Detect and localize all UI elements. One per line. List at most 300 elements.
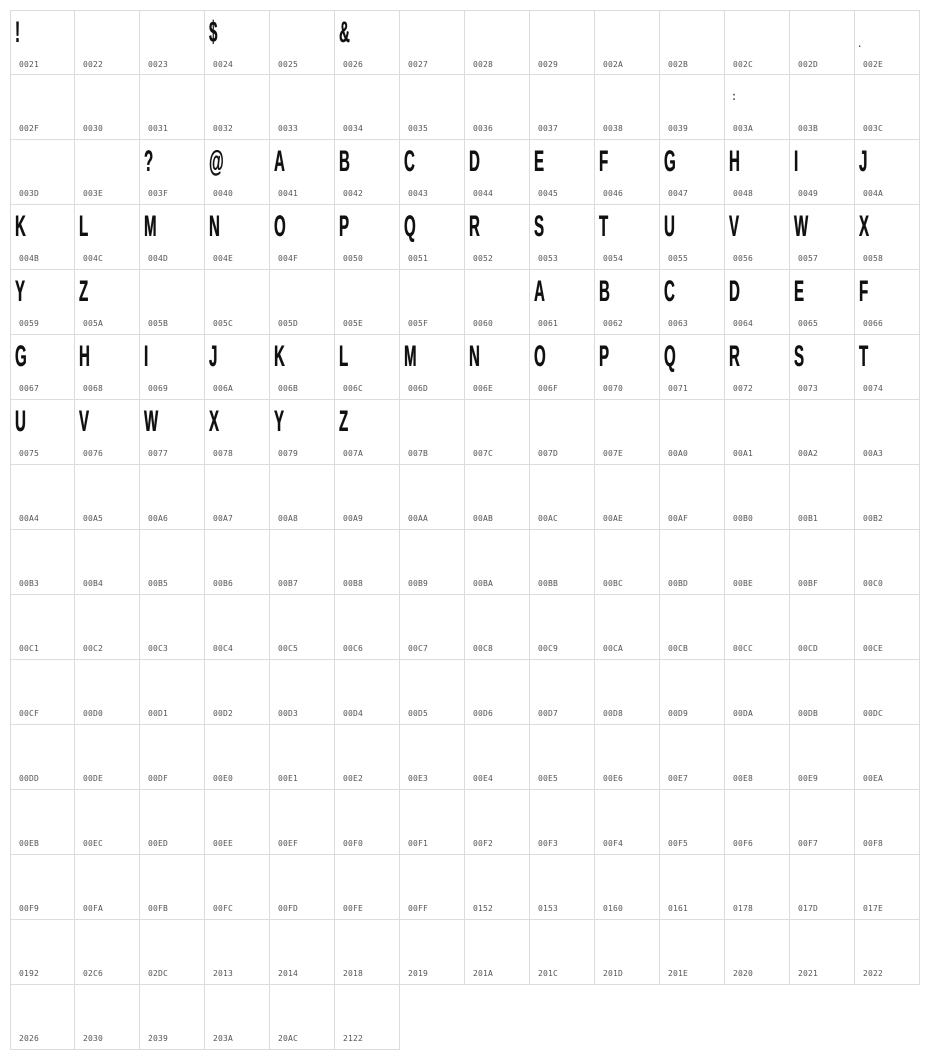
glyph-sample: H bbox=[79, 340, 90, 373]
glyph-code-label: 004F bbox=[278, 254, 299, 263]
glyph-code-label: 00D4 bbox=[343, 709, 364, 718]
glyph-cell bbox=[530, 920, 595, 985]
glyph-cell bbox=[10, 920, 75, 985]
glyph-sample: . bbox=[859, 39, 861, 50]
glyph-cell bbox=[205, 855, 270, 920]
glyph-code-label: 007D bbox=[538, 449, 559, 458]
glyph-cell bbox=[855, 790, 920, 855]
glyph-sample: L bbox=[339, 340, 349, 373]
glyph-code-label: 00AE bbox=[603, 514, 624, 523]
glyph-cell bbox=[790, 855, 855, 920]
glyph-cell bbox=[270, 985, 335, 1050]
glyph-sample: K bbox=[274, 340, 285, 373]
glyph-code-label: 006C bbox=[343, 384, 364, 393]
glyph-cell bbox=[400, 400, 465, 465]
glyph-cell bbox=[75, 725, 140, 790]
glyph-code-label: 201A bbox=[473, 969, 494, 978]
glyph-code-label: 00DD bbox=[19, 774, 40, 783]
glyph-cell bbox=[75, 530, 140, 595]
glyph-sample: P bbox=[599, 340, 610, 373]
glyph-cell bbox=[660, 335, 725, 400]
glyph-code-label: 00A1 bbox=[733, 449, 754, 458]
glyph-code-label: 00E6 bbox=[603, 774, 624, 783]
glyph-code-label: 0042 bbox=[343, 189, 364, 198]
glyph-code-label: 2018 bbox=[343, 969, 364, 978]
glyph-sample: X bbox=[859, 210, 870, 243]
glyph-cell bbox=[790, 400, 855, 465]
glyph-code-label: 00F5 bbox=[668, 839, 689, 848]
glyph-cell bbox=[855, 920, 920, 985]
glyph-cell bbox=[595, 790, 660, 855]
glyph-code-label: 004C bbox=[83, 254, 104, 263]
glyph-code-label: 005A bbox=[83, 319, 104, 328]
glyph-cell bbox=[595, 400, 660, 465]
glyph-code-label: 007A bbox=[343, 449, 364, 458]
glyph-code-label: 20AC bbox=[278, 1034, 299, 1043]
glyph-cell bbox=[465, 595, 530, 660]
glyph-cell bbox=[465, 465, 530, 530]
glyph-cell bbox=[790, 920, 855, 985]
glyph-cell bbox=[400, 270, 465, 335]
glyph-code-label: 0074 bbox=[863, 384, 884, 393]
glyph-cell bbox=[140, 270, 205, 335]
glyph-cell bbox=[790, 10, 855, 75]
glyph-code-label: 006A bbox=[213, 384, 234, 393]
glyph-cell bbox=[790, 725, 855, 790]
glyph-cell bbox=[790, 595, 855, 660]
glyph-cell bbox=[270, 335, 335, 400]
glyph-cell bbox=[75, 855, 140, 920]
glyph-code-label: 00BF bbox=[798, 579, 819, 588]
glyph-cell bbox=[660, 790, 725, 855]
glyph-cell bbox=[465, 335, 530, 400]
glyph-cell bbox=[595, 465, 660, 530]
glyph-cell bbox=[10, 465, 75, 530]
glyph-cell bbox=[270, 790, 335, 855]
glyph-cell bbox=[855, 595, 920, 660]
glyph-cell bbox=[270, 595, 335, 660]
glyph-code-label: 00CF bbox=[19, 709, 40, 718]
glyph-code-label: 0070 bbox=[603, 384, 624, 393]
glyph-sample: P bbox=[339, 210, 350, 243]
glyph-cell bbox=[335, 140, 400, 205]
glyph-cell bbox=[335, 985, 400, 1050]
glyph-code-label: 0068 bbox=[83, 384, 104, 393]
glyph-code-label: 0061 bbox=[538, 319, 559, 328]
glyph-code-label: 0059 bbox=[19, 319, 40, 328]
glyph-cell bbox=[75, 400, 140, 465]
glyph-code-label: 00F9 bbox=[19, 904, 40, 913]
glyph-cell bbox=[855, 10, 920, 75]
glyph-sample: X bbox=[209, 405, 220, 438]
glyph-cell bbox=[270, 725, 335, 790]
glyph-cell bbox=[725, 595, 790, 660]
glyph-cell bbox=[790, 530, 855, 595]
glyph-cell bbox=[465, 205, 530, 270]
glyph-cell bbox=[75, 335, 140, 400]
glyph-code-label: 00D1 bbox=[148, 709, 169, 718]
glyph-code-label: 2030 bbox=[83, 1034, 104, 1043]
glyph-sample: Q bbox=[404, 210, 416, 243]
glyph-sample: K bbox=[15, 210, 26, 243]
glyph-code-label: 007E bbox=[603, 449, 624, 458]
glyph-code-label: 00ED bbox=[148, 839, 169, 848]
glyph-sample: I bbox=[794, 145, 799, 178]
glyph-code-label: 00C3 bbox=[148, 644, 169, 653]
glyph-code-label: 0076 bbox=[83, 449, 104, 458]
glyph-cell bbox=[790, 205, 855, 270]
glyph-code-label: 007B bbox=[408, 449, 429, 458]
glyph-cell bbox=[140, 920, 205, 985]
glyph-cell bbox=[790, 75, 855, 140]
glyph-cell bbox=[660, 10, 725, 75]
glyph-code-label: 00FA bbox=[83, 904, 104, 913]
glyph-code-label: 0036 bbox=[473, 124, 494, 133]
glyph-code-label: 2014 bbox=[278, 969, 299, 978]
glyph-cell bbox=[140, 855, 205, 920]
glyph-sample: G bbox=[15, 340, 27, 373]
glyph-cell bbox=[140, 465, 205, 530]
glyph-code-label: 0075 bbox=[19, 449, 40, 458]
glyph-code-label: 00D8 bbox=[603, 709, 624, 718]
glyph-sample: Z bbox=[79, 275, 89, 308]
glyph-cell bbox=[270, 400, 335, 465]
glyph-cell bbox=[75, 920, 140, 985]
glyph-cell bbox=[660, 725, 725, 790]
glyph-code-label: 006B bbox=[278, 384, 299, 393]
glyph-cell bbox=[530, 205, 595, 270]
glyph-cell bbox=[270, 205, 335, 270]
glyph-code-label: 2020 bbox=[733, 969, 754, 978]
glyph-sample: U bbox=[15, 405, 26, 438]
glyph-cell bbox=[465, 660, 530, 725]
glyph-cell bbox=[140, 660, 205, 725]
glyph-code-label: 00E5 bbox=[538, 774, 559, 783]
glyph-code-label: 003A bbox=[733, 124, 754, 133]
glyph-sample: U bbox=[664, 210, 675, 243]
glyph-cell bbox=[205, 985, 270, 1050]
glyph-code-label: 0056 bbox=[733, 254, 754, 263]
glyph-sample: J bbox=[209, 340, 218, 373]
glyph-code-label: 0021 bbox=[19, 60, 40, 69]
glyph-code-label: 00DC bbox=[863, 709, 884, 718]
glyph-code-label: 00C0 bbox=[863, 579, 884, 588]
glyph-code-label: 0069 bbox=[148, 384, 169, 393]
glyph-cell bbox=[140, 725, 205, 790]
glyph-cell bbox=[140, 10, 205, 75]
glyph-cell bbox=[335, 595, 400, 660]
glyph-cell bbox=[75, 270, 140, 335]
glyph-code-label: 004E bbox=[213, 254, 234, 263]
glyph-cell bbox=[790, 335, 855, 400]
glyph-code-label: 00A9 bbox=[343, 514, 364, 523]
glyph-code-label: 004D bbox=[148, 254, 169, 263]
glyph-code-label: 002B bbox=[668, 60, 689, 69]
glyph-code-label: 0071 bbox=[668, 384, 689, 393]
glyph-cell bbox=[335, 205, 400, 270]
glyph-code-label: 0161 bbox=[668, 904, 689, 913]
glyph-code-label: 00F7 bbox=[798, 839, 819, 848]
glyph-cell bbox=[595, 725, 660, 790]
glyph-cell bbox=[725, 140, 790, 205]
glyph-map-grid bbox=[10, 10, 920, 1050]
glyph-code-label: 017D bbox=[798, 904, 819, 913]
glyph-code-label: 203A bbox=[213, 1034, 234, 1043]
glyph-sample: ! bbox=[15, 16, 20, 49]
glyph-code-label: 006D bbox=[408, 384, 429, 393]
glyph-code-label: 0037 bbox=[538, 124, 559, 133]
glyph-cell bbox=[400, 725, 465, 790]
glyph-sample: V bbox=[729, 210, 740, 243]
glyph-cell bbox=[725, 400, 790, 465]
glyph-code-label: 0057 bbox=[798, 254, 819, 263]
glyph-cell bbox=[530, 335, 595, 400]
glyph-cell bbox=[855, 75, 920, 140]
glyph-code-label: 0029 bbox=[538, 60, 559, 69]
glyph-cell bbox=[595, 595, 660, 660]
glyph-cell bbox=[400, 140, 465, 205]
glyph-cell bbox=[400, 790, 465, 855]
glyph-cell bbox=[790, 465, 855, 530]
glyph-code-label: 0072 bbox=[733, 384, 754, 393]
glyph-code-label: 002A bbox=[603, 60, 624, 69]
glyph-sample: R bbox=[469, 210, 480, 243]
glyph-code-label: 003D bbox=[19, 189, 40, 198]
glyph-cell bbox=[725, 465, 790, 530]
glyph-sample: E bbox=[534, 145, 545, 178]
glyph-cell bbox=[140, 75, 205, 140]
glyph-code-label: 00F4 bbox=[603, 839, 624, 848]
glyph-sample: F bbox=[859, 275, 869, 308]
glyph-code-label: 00FF bbox=[408, 904, 429, 913]
glyph-code-label: 00FE bbox=[343, 904, 364, 913]
glyph-code-label: 0152 bbox=[473, 904, 494, 913]
glyph-cell bbox=[335, 660, 400, 725]
glyph-sample: V bbox=[79, 405, 90, 438]
glyph-code-label: 005B bbox=[148, 319, 169, 328]
glyph-code-label: 0047 bbox=[668, 189, 689, 198]
glyph-code-label: 0030 bbox=[83, 124, 104, 133]
glyph-cell bbox=[335, 790, 400, 855]
glyph-sample: M bbox=[144, 210, 157, 243]
glyph-cell bbox=[270, 530, 335, 595]
glyph-code-label: 00DA bbox=[733, 709, 754, 718]
glyph-cell bbox=[400, 10, 465, 75]
glyph-code-label: 0178 bbox=[733, 904, 754, 913]
glyph-cell bbox=[790, 790, 855, 855]
glyph-cell bbox=[140, 335, 205, 400]
glyph-code-label: 00CD bbox=[798, 644, 819, 653]
glyph-code-label: 0022 bbox=[83, 60, 104, 69]
glyph-cell bbox=[205, 790, 270, 855]
glyph-cell bbox=[400, 530, 465, 595]
glyph-cell bbox=[270, 465, 335, 530]
glyph-cell bbox=[660, 595, 725, 660]
glyph-code-label: 0054 bbox=[603, 254, 624, 263]
glyph-code-label: 0049 bbox=[798, 189, 819, 198]
glyph-cell bbox=[725, 10, 790, 75]
glyph-code-label: 00F3 bbox=[538, 839, 559, 848]
glyph-code-label: 00C9 bbox=[538, 644, 559, 653]
glyph-cell bbox=[335, 335, 400, 400]
glyph-sample: ? bbox=[144, 145, 154, 178]
glyph-code-label: 00E2 bbox=[343, 774, 364, 783]
glyph-code-label: 00F6 bbox=[733, 839, 754, 848]
glyph-code-label: 0067 bbox=[19, 384, 40, 393]
glyph-cell bbox=[75, 790, 140, 855]
glyph-cell bbox=[205, 335, 270, 400]
glyph-code-label: 00C5 bbox=[278, 644, 299, 653]
glyph-cell bbox=[205, 205, 270, 270]
glyph-code-label: 00A0 bbox=[668, 449, 689, 458]
glyph-code-label: 00B7 bbox=[278, 579, 299, 588]
glyph-sample: B bbox=[339, 145, 350, 178]
glyph-code-label: 0078 bbox=[213, 449, 234, 458]
glyph-code-label: 004A bbox=[863, 189, 884, 198]
glyph-code-label: 02C6 bbox=[83, 969, 104, 978]
glyph-code-label: 0052 bbox=[473, 254, 494, 263]
glyph-code-label: 00E1 bbox=[278, 774, 299, 783]
glyph-code-label: 2021 bbox=[798, 969, 819, 978]
glyph-code-label: 0055 bbox=[668, 254, 689, 263]
glyph-code-label: 002C bbox=[733, 60, 754, 69]
glyph-cell bbox=[855, 335, 920, 400]
glyph-cell bbox=[465, 920, 530, 985]
glyph-code-label: 00E9 bbox=[798, 774, 819, 783]
glyph-code-label: 201E bbox=[668, 969, 689, 978]
glyph-cell bbox=[10, 595, 75, 660]
glyph-cell bbox=[335, 465, 400, 530]
glyph-sample: Z bbox=[339, 405, 349, 438]
glyph-code-label: 005D bbox=[278, 319, 299, 328]
glyph-code-label: 0160 bbox=[603, 904, 624, 913]
glyph-code-label: 00C1 bbox=[19, 644, 40, 653]
glyph-cell bbox=[530, 530, 595, 595]
glyph-cell bbox=[855, 270, 920, 335]
glyph-cell bbox=[855, 660, 920, 725]
glyph-cell bbox=[140, 205, 205, 270]
glyph-cell bbox=[335, 530, 400, 595]
glyph-cell bbox=[660, 75, 725, 140]
glyph-code-label: 0062 bbox=[603, 319, 624, 328]
glyph-cell bbox=[10, 725, 75, 790]
glyph-sample: T bbox=[599, 210, 609, 243]
glyph-cell bbox=[790, 270, 855, 335]
glyph-cell bbox=[530, 725, 595, 790]
glyph-cell bbox=[140, 400, 205, 465]
glyph-code-label: 00F0 bbox=[343, 839, 364, 848]
glyph-cell bbox=[10, 790, 75, 855]
glyph-cell bbox=[530, 400, 595, 465]
glyph-code-label: 0063 bbox=[668, 319, 689, 328]
glyph-code-label: 00D2 bbox=[213, 709, 234, 718]
glyph-code-label: 0077 bbox=[148, 449, 169, 458]
glyph-code-label: 00AC bbox=[538, 514, 559, 523]
glyph-cell bbox=[400, 75, 465, 140]
glyph-cell bbox=[335, 920, 400, 985]
glyph-cell bbox=[725, 270, 790, 335]
glyph-code-label: 00B1 bbox=[798, 514, 819, 523]
glyph-code-label: 0032 bbox=[213, 124, 234, 133]
glyph-code-label: 00EC bbox=[83, 839, 104, 848]
glyph-code-label: 0044 bbox=[473, 189, 494, 198]
glyph-cell bbox=[465, 400, 530, 465]
glyph-sample: Q bbox=[664, 340, 676, 373]
glyph-code-label: 00A6 bbox=[148, 514, 169, 523]
glyph-cell bbox=[725, 530, 790, 595]
glyph-cell bbox=[400, 335, 465, 400]
glyph-cell bbox=[270, 920, 335, 985]
glyph-sample: Y bbox=[15, 275, 26, 308]
glyph-cell bbox=[270, 855, 335, 920]
glyph-code-label: 2013 bbox=[213, 969, 234, 978]
glyph-code-label: 00C2 bbox=[83, 644, 104, 653]
glyph-sample: N bbox=[209, 210, 220, 243]
glyph-code-label: 00E4 bbox=[473, 774, 494, 783]
glyph-code-label: 005C bbox=[213, 319, 234, 328]
glyph-sample: H bbox=[729, 145, 740, 178]
glyph-cell bbox=[725, 205, 790, 270]
glyph-code-label: 0064 bbox=[733, 319, 754, 328]
glyph-cell bbox=[595, 270, 660, 335]
glyph-sample: @ bbox=[209, 145, 224, 178]
glyph-code-label: 00C4 bbox=[213, 644, 234, 653]
glyph-cell bbox=[270, 270, 335, 335]
glyph-sample: D bbox=[729, 275, 740, 308]
glyph-sample: D bbox=[469, 145, 480, 178]
glyph-code-label: 00B6 bbox=[213, 579, 234, 588]
glyph-cell bbox=[725, 335, 790, 400]
glyph-code-label: 007C bbox=[473, 449, 494, 458]
glyph-code-label: 00A8 bbox=[278, 514, 299, 523]
glyph-code-label: 017E bbox=[863, 904, 884, 913]
glyph-code-label: 00BE bbox=[733, 579, 754, 588]
glyph-code-label: 004B bbox=[19, 254, 40, 263]
glyph-cell bbox=[335, 855, 400, 920]
glyph-code-label: 003B bbox=[798, 124, 819, 133]
glyph-code-label: 00D3 bbox=[278, 709, 299, 718]
glyph-code-label: 00B2 bbox=[863, 514, 884, 523]
glyph-cell bbox=[465, 725, 530, 790]
glyph-code-label: 0192 bbox=[19, 969, 40, 978]
glyph-cell bbox=[855, 465, 920, 530]
glyph-code-label: 00AF bbox=[668, 514, 689, 523]
glyph-cell bbox=[10, 855, 75, 920]
glyph-code-label: 0066 bbox=[863, 319, 884, 328]
glyph-cell bbox=[725, 855, 790, 920]
glyph-sample: E bbox=[794, 275, 805, 308]
glyph-sample: & bbox=[339, 16, 350, 49]
glyph-cell bbox=[595, 530, 660, 595]
glyph-code-label: 0065 bbox=[798, 319, 819, 328]
glyph-sample: N bbox=[469, 340, 480, 373]
glyph-sample: I bbox=[144, 340, 149, 373]
glyph-cell bbox=[660, 530, 725, 595]
glyph-code-label: 00BD bbox=[668, 579, 689, 588]
glyph-code-label: 0051 bbox=[408, 254, 429, 263]
glyph-cell bbox=[10, 270, 75, 335]
glyph-code-label: 006E bbox=[473, 384, 494, 393]
glyph-cell bbox=[10, 205, 75, 270]
glyph-cell bbox=[75, 140, 140, 205]
glyph-cell bbox=[855, 205, 920, 270]
glyph-sample: R bbox=[729, 340, 740, 373]
glyph-code-label: 00DF bbox=[148, 774, 169, 783]
glyph-cell bbox=[530, 10, 595, 75]
glyph-code-label: 00C6 bbox=[343, 644, 364, 653]
glyph-code-label: 00C7 bbox=[408, 644, 429, 653]
glyph-code-label: 2039 bbox=[148, 1034, 169, 1043]
